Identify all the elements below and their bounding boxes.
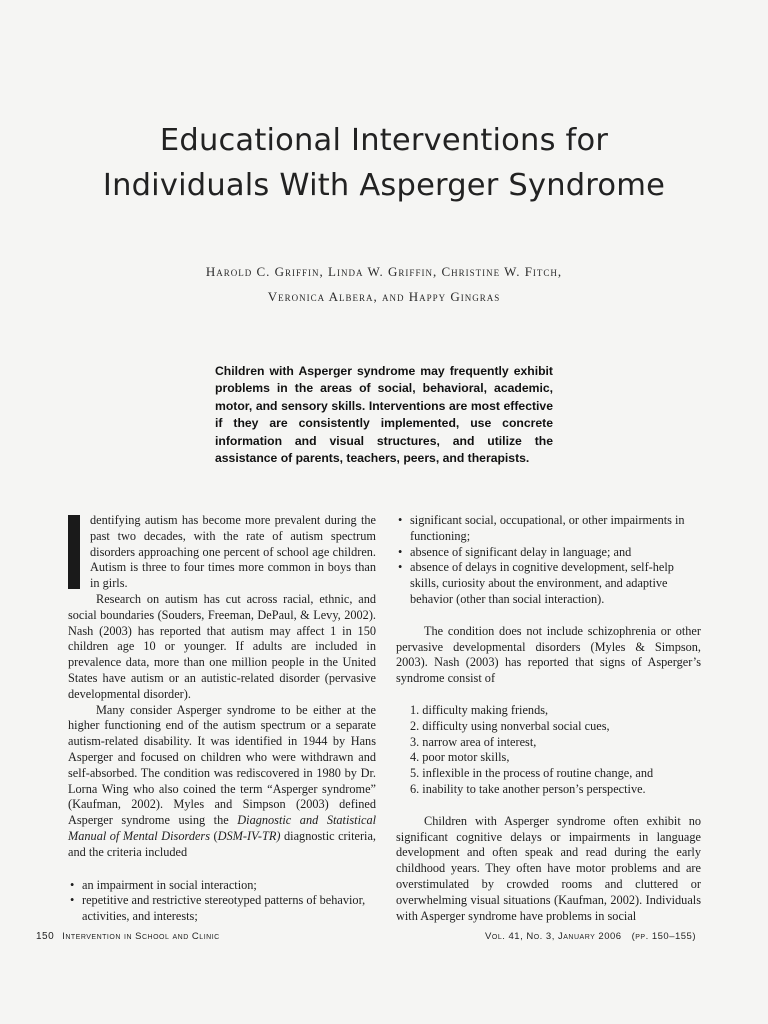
dsm-title: Diagnostic and Statistical Manual of Mental Disorders — [68, 813, 377, 843]
list-item: 4. poor motor skills, — [410, 750, 510, 765]
paragraph-3-text-b: ( — [210, 828, 218, 843]
authors-line-2: Veronica Albera, and Happy Gingras — [267, 289, 501, 304]
footer-issue — [485, 931, 696, 942]
list-item: • repetitive and restrictive stereotyped patterns of behavior, activities, and interests; — [68, 893, 376, 925]
list-item: • absence of significant delay in language; and — [396, 545, 701, 561]
criteria-list-left — [68, 878, 376, 925]
paragraph-4: The condition does not include schizophrenia or other pervasive developmental disorders (Myles & Simpson, 2003). Nash (2003) has reported that signs of Asperger’s syndrome consist of — [396, 623, 701, 686]
list-item: • significant social, occupational, or other impairments in functioning; — [396, 513, 701, 545]
right-column — [396, 513, 701, 924]
paragraph-3-text-c: diagnostic criteria, and the criteria included — [68, 828, 376, 859]
list-item: • absence of delays in cognitive development, self-help skills, curiosity about the environment, and adaptive behavior (other than social interaction). — [396, 560, 701, 607]
list-item: 6. inability to take another person’s perspective. — [410, 781, 646, 796]
left-column — [68, 513, 376, 925]
opening-paragraph-block — [68, 513, 376, 592]
criteria-list-right — [396, 513, 701, 608]
page-number: 150 — [36, 931, 55, 942]
title-line-2: Individuals With Asperger Syndrome — [102, 168, 666, 203]
paragraph-2: Research on autism has cut across racial, ethnic, and social boundaries (Souders, Freeman, DePaul, & Levy, 2002). Nash (2003) has reported that autism may affect 1 in 150 children age 10 or younger. If adults are included in prevalence data, more than one million people in the United States have autism or an autistic-related disorder (pervasive developmental disorder). — [68, 591, 376, 701]
title-line-1: Educational Interventions for — [159, 123, 609, 158]
list-item: • an impairment in social interaction; — [68, 878, 376, 894]
footer-journal — [36, 931, 220, 942]
list-item: 5. inflexible in the process of routine change, and — [410, 766, 654, 781]
signs-list — [396, 703, 701, 798]
volume-issue: Vol. 41, No. 3, January 2006 — [485, 931, 622, 942]
page-range: (pp. 150–155) — [631, 931, 696, 942]
list-item: 1. difficulty making friends, — [410, 702, 549, 717]
paragraph-5: Children with Asperger syndrome often exhibit no significant cognitive delays or impairments in language development and often speak and read during the early childhood years. They often have motor problems and are overstimulated by crowded rooms and cluttered or overwhelming visual situations (Kaufman, 2002). Individuals with Asperger syndrome have problems in social — [396, 813, 701, 923]
drop-cap-letter-i — [68, 515, 80, 589]
author-list — [40, 259, 728, 309]
article-title — [40, 118, 728, 208]
paragraph-3 — [68, 703, 376, 861]
paragraph-3-text-a: Many consider Asperger syndrome to be either at the higher functioning end of the autism spectrum or a separate autism-related disability. It was identified in 1944 by Hans Asperger and focused on children who were withdrawn and self-absorbed. The condition was rediscovered in 1980 by Dr. Lorna Wing who also coined the term “Asperger syndrome” (Kaufman, 2002). Myles and Simpson (2003) defined Asperger syndrome using the — [68, 702, 376, 828]
dsm-abbrev: DSM-IV-TR) — [217, 828, 281, 843]
paragraph-1: dentifying autism has become more prevalent during the past two decades, with the rate of autism spectrum disorders approaching one percent of school age children. Autism is three to four times more common in boys than in girls. — [90, 513, 376, 591]
abstract: Children with Asperger syndrome may frequently exhibit problems in the areas of social, behavioral, academic, motor, and sensory skills. Interventions are most effective if they are consistently implemented, use concrete information and visual structures, and utilize the assistance of parents, teachers, peers, and therapists. — [215, 364, 553, 466]
authors-line-1: Harold C. Griffin, Linda W. Griffin, Christine W. Fitch, — [205, 264, 563, 279]
list-item: 3. narrow area of interest, — [410, 734, 537, 749]
journal-name: Intervention in School and Clinic — [62, 931, 220, 942]
list-item: 2. difficulty using nonverbal social cues, — [410, 718, 610, 733]
